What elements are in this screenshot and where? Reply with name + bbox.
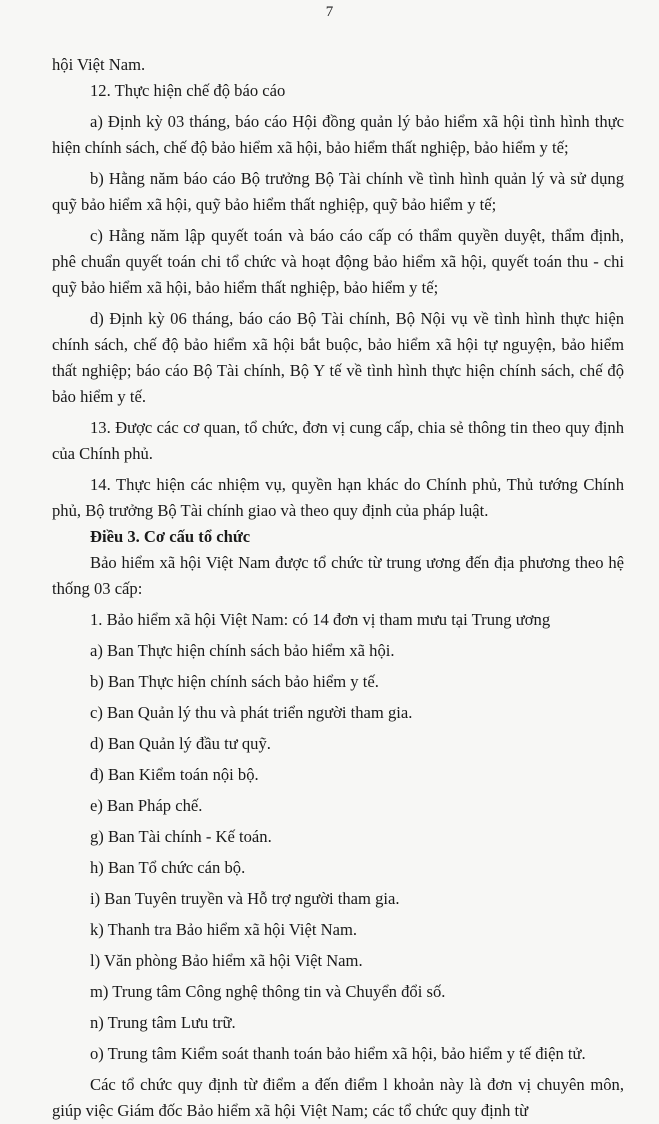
item-12-b: b) Hằng năm báo cáo Bộ trưởng Bộ Tài chính về tình hình quản lý và sử dụng quỹ bảo hiểm xã hội, quỹ bảo hiểm thất nghiệp, quỹ bảo hiểm y tế; [52, 169, 624, 214]
item-12-c: c) Hằng năm lập quyết toán và báo cáo cấp có thẩm quyền duyệt, thẩm định, phê chuẩn quyết toán chi tổ chức và hoạt động bảo hiểm xã hội, quyết toán thu - chi quỹ bảo hiểm xã hội, bảo hiểm thất nghiệp, bảo hiểm y tế; [52, 226, 624, 297]
item-12-a: a) Định kỳ 03 tháng, báo cáo Hội đồng quản lý bảo hiểm xã hội tình hình thực hiện chính sách, chế độ bảo hiểm xã hội, bảo hiểm thất nghiệp, bảo hiểm y tế; [52, 112, 624, 157]
page-number: 7 [325, 4, 334, 20]
list-item: d) Ban Quản lý đầu tư quỹ. [90, 734, 271, 753]
list-item: l) Văn phòng Bảo hiểm xã hội Việt Nam. [90, 951, 363, 970]
item-12-d: d) Định kỳ 06 tháng, báo cáo Bộ Tài chính, Bộ Nội vụ về tình hình thực hiện chính sách, chế độ bảo hiểm xã hội bắt buộc, bảo hiểm xã hội tự nguyện, bảo hiểm thất nghiệp; báo cáo Bộ Tài chính, Bộ Y tế về tình hình thực hiện chính sách, chế độ bảo hiểm y tế. [52, 309, 624, 406]
list-item: đ) Ban Kiểm toán nội bộ. [90, 765, 259, 784]
closing-paragraph: Các tổ chức quy định từ điểm a đến điểm l khoản này là đơn vị chuyên môn, giúp việc Giám đốc Bảo hiểm xã hội Việt Nam; các tổ chức quy định từ [52, 1075, 624, 1120]
list-item: b) Ban Thực hiện chính sách bảo hiểm y tế. [90, 672, 379, 691]
list-item: k) Thanh tra Bảo hiểm xã hội Việt Nam. [90, 920, 358, 939]
list-item: n) Trung tâm Lưu trữ. [90, 1013, 236, 1032]
list-item: e) Ban Pháp chế. [90, 796, 203, 815]
list-item: i) Ban Tuyên truyền và Hỗ trợ người tham gia. [90, 889, 400, 908]
list-item: c) Ban Quản lý thu và phát triển người tham gia. [90, 703, 413, 722]
list-item: o) Trung tâm Kiểm soát thanh toán bảo hiểm xã hội, bảo hiểm y tế điện tử. [90, 1044, 586, 1063]
document-body [52, 52, 624, 1124]
unit-list [52, 638, 624, 1067]
list-item: m) Trung tâm Công nghệ thông tin và Chuyển đổi số. [90, 982, 446, 1001]
item-12-heading: 12. Thực hiện chế độ báo cáo [90, 81, 286, 100]
list-item: a) Ban Thực hiện chính sách bảo hiểm xã hội. [90, 641, 395, 660]
list-item: g) Ban Tài chính - Kế toán. [90, 827, 272, 846]
article-heading: Điều 3. Cơ cấu tổ chức [90, 527, 251, 546]
list-item: h) Ban Tổ chức cán bộ. [90, 858, 246, 877]
article-intro: Bảo hiểm xã hội Việt Nam được tổ chức từ trung ương đến địa phương theo hệ thống 03 cấp: [52, 553, 624, 598]
item-13: 13. Được các cơ quan, tổ chức, đơn vị cung cấp, chia sẻ thông tin theo quy định của Chính phủ. [52, 418, 624, 463]
item-14: 14. Thực hiện các nhiệm vụ, quyền hạn khác do Chính phủ, Thủ tướng Chính phủ, Bộ trưởng Bộ Tài chính giao và theo quy định của pháp luật. [52, 475, 624, 520]
level-1: 1. Bảo hiểm xã hội Việt Nam: có 14 đơn vị tham mưu tại Trung ương [90, 610, 551, 629]
paragraph-continuation: hội Việt Nam. [52, 55, 146, 74]
